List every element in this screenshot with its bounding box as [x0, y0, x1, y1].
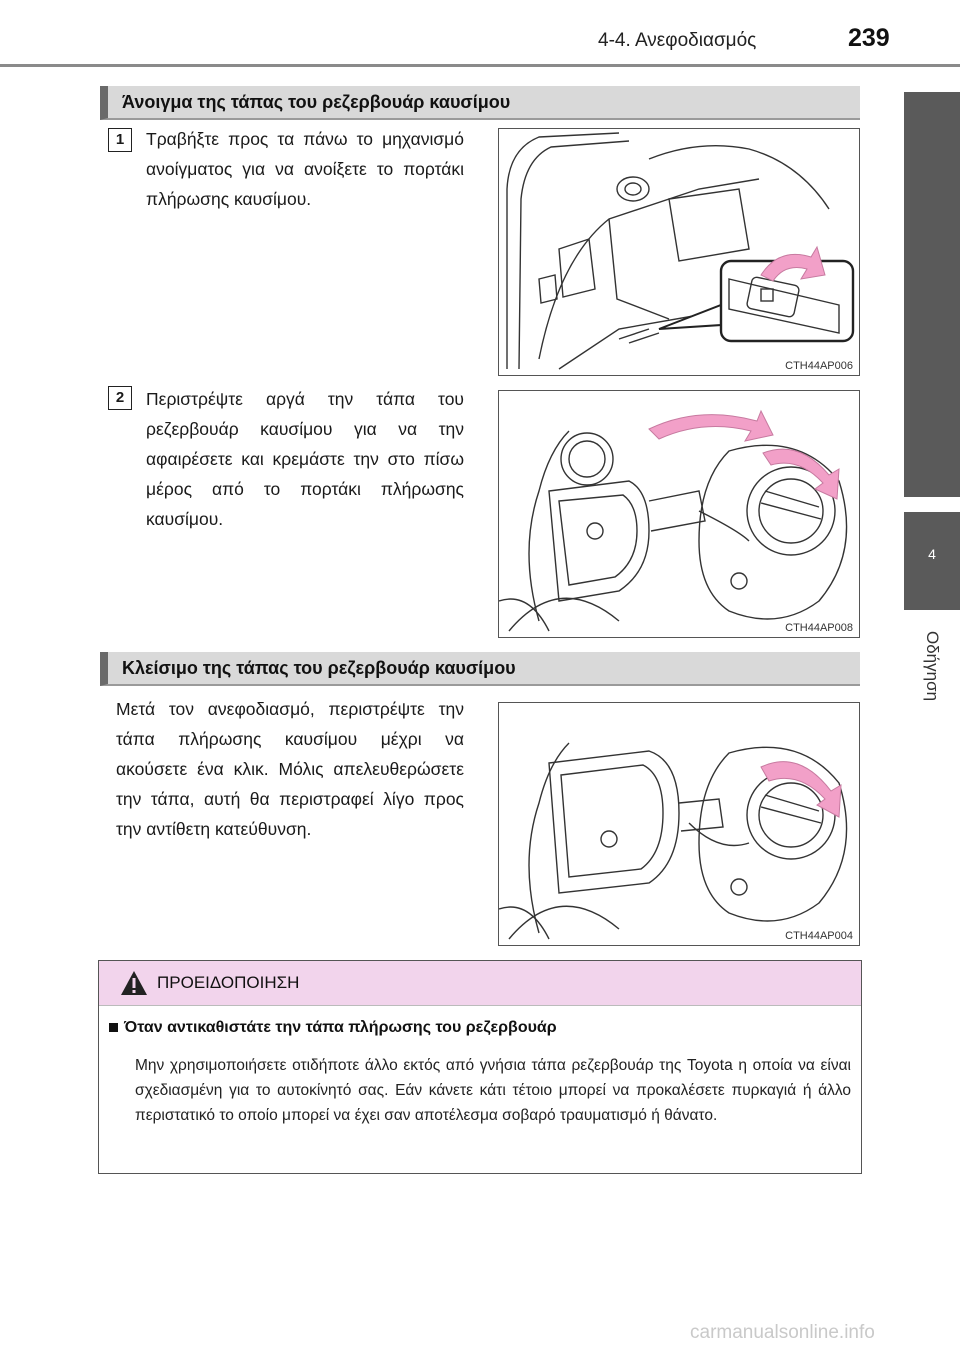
warning-title: ΠΡΟΕΙΔΟΠΟΙΗΣΗ — [157, 973, 300, 992]
bullet-square-icon — [109, 1023, 118, 1032]
figure-cap-closing — [498, 702, 860, 946]
figure-code-1: CTH44AP006 — [785, 360, 853, 372]
warning-subtitle: Όταν αντικαθιστάτε την τάπα πλήρωσης του ρεζερβουάρ — [124, 1019, 557, 1036]
header-section-title: 4-4. Ανεφοδιασμός — [598, 30, 757, 51]
warning-body: Μην χρησιμοποιήσετε οτιδήποτε άλλο εκτός από γνήσια τάπα ρεζερβουάρ της Toyota η οποία να είναι σχεδιασμένη για το αυτοκίνητό σας. Εάν κάνετε κάτι τέτοιο μπορεί να προκαλέσετε πυρκαγιά ή άλλο περιστατικό το οποίο μπορεί να έχει σαν αποτέλεσμα σοβαρό τραυματισμό ή θάνατο. — [135, 1057, 851, 1124]
header-divider — [0, 64, 960, 67]
warning-subtitle-row — [109, 1019, 557, 1037]
figure-code-3: CTH44AP004 — [785, 930, 853, 942]
step-text-1: Τραβήξτε προς τα πάνω το μηχανισμό ανοίγματος για να ανοίξετε το πορτάκι πλήρωσης καυσίμου. — [146, 129, 464, 209]
door-opener-illustration — [499, 129, 860, 376]
warning-triangle-icon — [119, 969, 149, 997]
side-tab-block — [904, 92, 960, 497]
section-header-closing — [100, 652, 860, 686]
chapter-label-tab — [904, 610, 960, 722]
section-title-opening: Άνοιγμα της τάπας του ρεζερβουάρ καυσίμου — [122, 92, 511, 112]
closing-text: Μετά τον ανεφοδιασμό, περιστρέψτε την τάπα πλήρωσης καυσίμου μέχρι να ακούσετε ένα κλικ. Μόλις απελευθερώσετε την τάπα, αυτή θα περιστραφεί λίγο προς την αντίθετη κατεύθυνση. — [116, 699, 464, 839]
cap-closing-illustration — [499, 703, 860, 946]
chapter-number: 4 — [904, 512, 960, 610]
warning-box — [98, 960, 862, 1174]
figure-code-2: CTH44AP008 — [785, 622, 853, 634]
figure-cap-removal — [498, 390, 860, 638]
page-number: 239 — [848, 24, 890, 52]
step-number-1: 1 — [108, 128, 132, 152]
watermark: carmanualsonline.info — [690, 1322, 875, 1343]
section-header-opening — [100, 86, 860, 120]
warning-header — [99, 961, 861, 1006]
section-title-closing: Κλείσιμο της τάπας του ρεζερβουάρ καυσίμου — [122, 658, 516, 678]
step-text-2: Περιστρέψτε αργά την τάπα του ρεζερβουάρ καυσίμου για να την αφαιρέσετε και κρεμάστε την στο πίσω μέρος από το πορτάκι πλήρωσης καυσίμου. — [146, 389, 464, 529]
step-number-2: 2 — [108, 386, 132, 410]
cap-removal-illustration — [499, 391, 860, 638]
chapter-label: Οδήγηση — [923, 630, 942, 702]
figure-door-opener — [498, 128, 860, 376]
